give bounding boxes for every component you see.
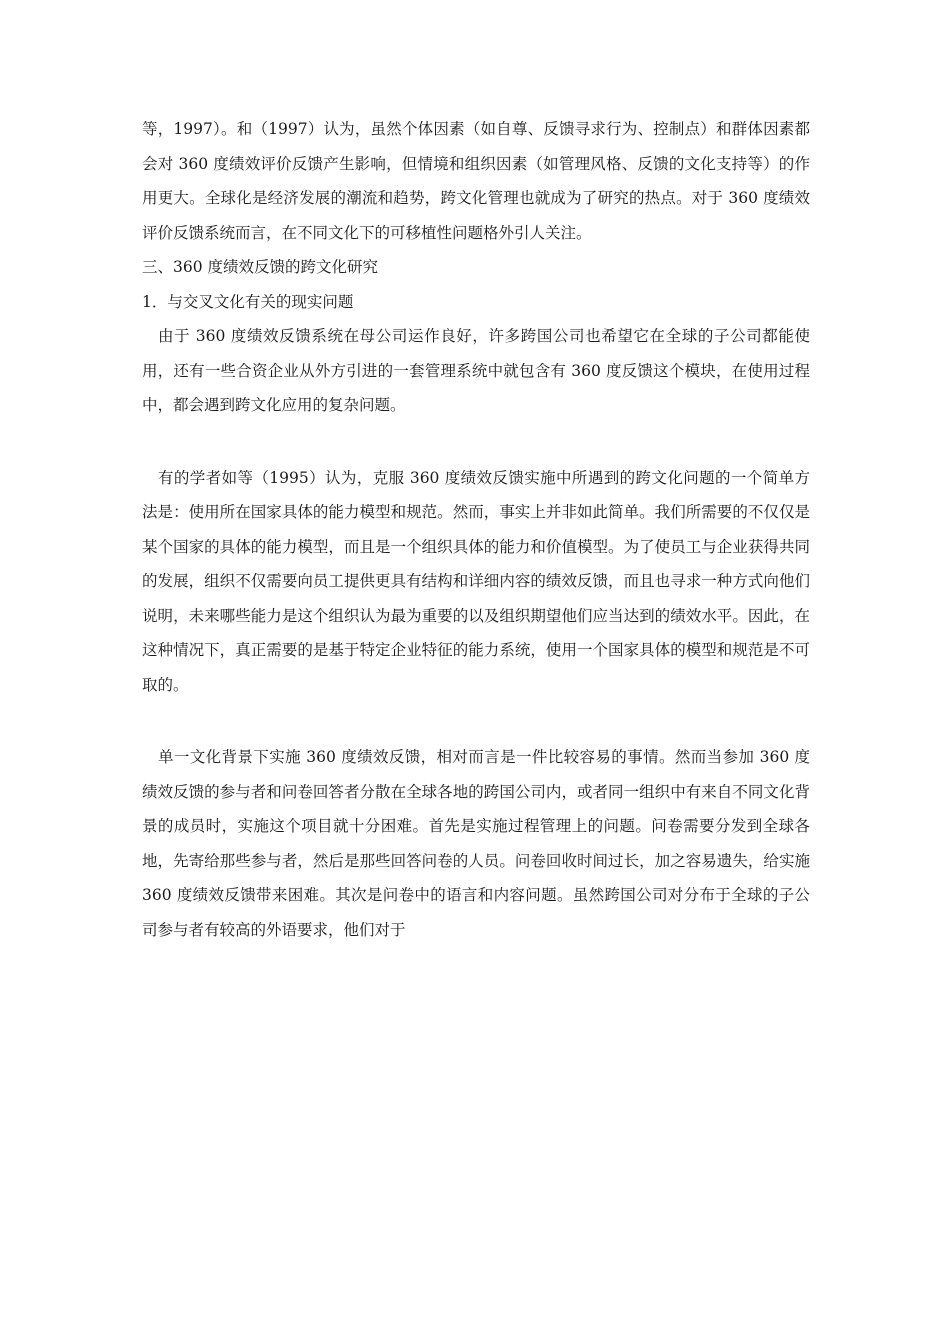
body-paragraph: 单一文化背景下实施 360 度绩效反馈，相对而言是一件比较容易的事情。然而当参加 360 度绩效反馈的参与者和问卷回答者分散在全球各地的跨国公司内，或者同一组织中有来自不同文化背景的成员时，实施这个项目就十分困难。首先是实施过程管理上的问题。问卷需要分发到全球各地，先寄给那些参与者，然后是那些回答问卷的人员。问卷回收时间过长，加之容易遗失，给实施 360 度绩效反馈带来困难。其次是问卷中的语言和内容问题。虽然跨国公司对分布于全球的子公司参与者有较高的外语要求，他们对于 (142, 748, 810, 939)
body-paragraph: 由于 360 度绩效反馈系统在母公司运作良好，许多跨国公司也希望它在全球的子公司都能使用，还有一些合资企业从外方引进的一套管理系统中就包含有 360 度反馈这个模块，在使用过程中，都会遇到跨文化应用的复杂问题。 (142, 327, 810, 414)
section-heading: 三、360 度绩效反馈的跨文化研究 (142, 258, 379, 276)
subsection-heading: 1．与交叉文化有关的现实问题 (142, 292, 354, 311)
document-page (142, 112, 810, 947)
body-paragraph: 有的学者如等（1995）认为，克服 360 度绩效反馈实施中所遇到的跨文化问题的一个简单方法是：使用所在国家具体的能力模型和规范。然而，事实上并非如此简单。我们所需要的不仅仅是某个国家的具体的能力模型，而且是一个组织具体的能力和价值模型。为了使员工与企业获得共同的发展，组织不仅需要向员工提供更具有结构和详细内容的绩效反馈，而且也寻求一种方式向他们说明，未来哪些能力是这个组织认为最为重要的以及组织期望他们应当达到的绩效水平。因此，在这种情况下，真正需要的是基于特定企业特征的能力系统，使用一个国家具体的模型和规范是不可取的。 (142, 468, 810, 694)
body-paragraph: 等，1997）。和（1997）认为，虽然个体因素（如自尊、反馈寻求行为、控制点）和群体因素都会对 360 度绩效评价反馈产生影响，但情境和组织因素（如管理风格、反馈的文化支持等）的作用更大。全球化是经济发展的潮流和趋势，跨文化管理也就成为了研究的热点。对于 360 度绩效评价反馈系统而言，在不同文化下的可移植性问题格外引人关注。 (142, 120, 810, 242)
